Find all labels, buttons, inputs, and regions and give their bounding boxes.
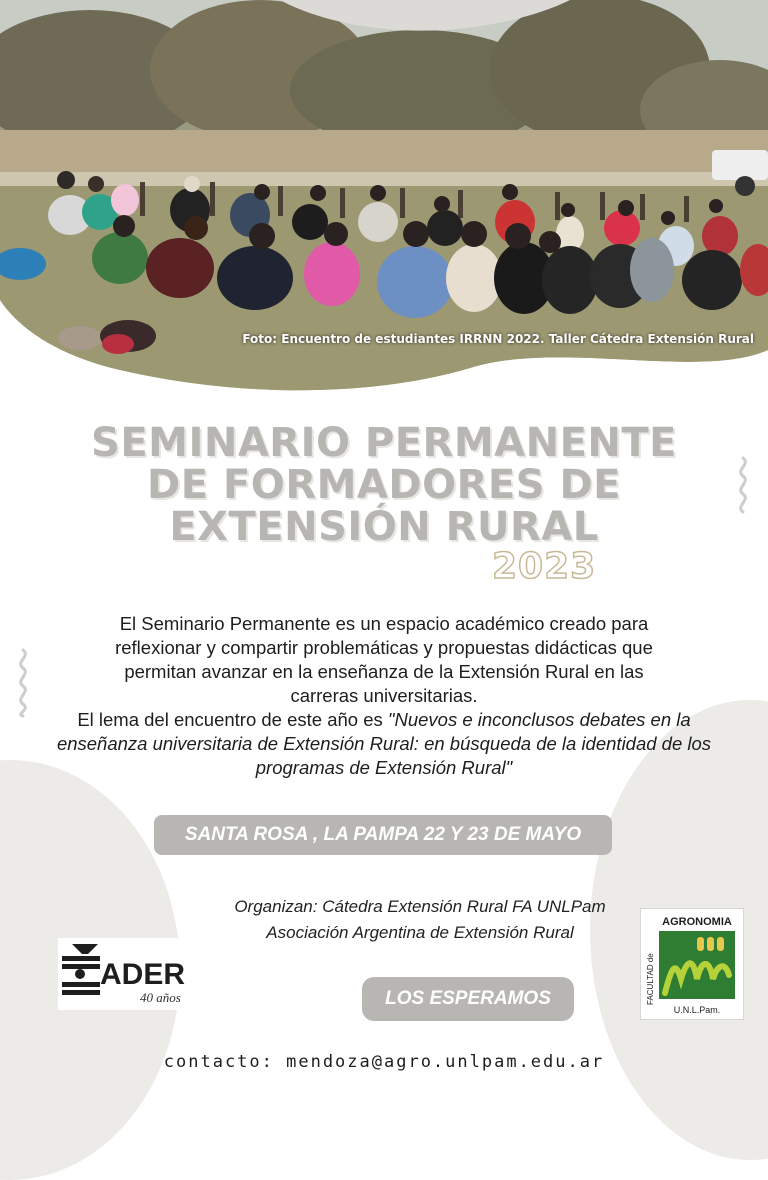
photo-caption: Foto: Encuentro de estudiantes IRRNN 2022. Taller Cátedra Extensión Rural bbox=[242, 332, 754, 346]
description-line-3: permitan avanzar en la enseñanza de la Extensión Rural en las bbox=[124, 661, 644, 682]
squiggle-decoration-left bbox=[14, 648, 32, 718]
ader-logo-subtext: 40 años bbox=[140, 990, 181, 1005]
organizer-line-1: Organizan: Cátedra Extensión Rural FA UNLPam bbox=[234, 897, 606, 916]
title-line-3: EXTENSIÓN RURAL bbox=[169, 504, 599, 550]
seminar-year: 2023 bbox=[492, 546, 597, 587]
agronomia-logo-top-text: AGRONOMIA bbox=[662, 916, 732, 928]
description-line-4: carreras universitarias. bbox=[290, 685, 478, 706]
top-swoosh-decoration bbox=[280, 0, 570, 34]
seminar-title bbox=[0, 422, 768, 548]
contact-email[interactable]: contacto: mendoza@agro.unlpam.edu.ar bbox=[163, 1052, 605, 1072]
title-line-2: DE FORMADORES DE bbox=[147, 462, 621, 508]
ader-logo-text: ADER bbox=[100, 958, 186, 991]
agronomia-logo-graphic bbox=[641, 909, 743, 1019]
ader-logo bbox=[58, 938, 210, 1010]
los-esperamos-badge: LOS ESPERAMOS bbox=[362, 977, 574, 1021]
agronomia-logo bbox=[640, 908, 744, 1020]
agronomia-logo-side-text: FACULTAD de bbox=[646, 953, 655, 1005]
header-photo bbox=[0, 0, 768, 402]
description-line-2: reflexionar y compartir problemáticas y propuestas didácticas que bbox=[115, 637, 653, 658]
organizers bbox=[200, 894, 640, 946]
seminar-description bbox=[40, 612, 728, 780]
motto-lead: El lema del encuentro de este año es bbox=[77, 709, 383, 730]
title-line-1: SEMINARIO PERMANENTE bbox=[91, 420, 677, 466]
description-line-1: El Seminario Permanente es un espacio académico creado para bbox=[119, 613, 649, 634]
organizer-line-2: Asociación Argentina de Extensión Rural bbox=[266, 923, 574, 942]
event-place-date-badge: SANTA ROSA , LA PAMPA 22 Y 23 DE MAYO bbox=[154, 815, 612, 855]
motto-quote: "Nuevos e inconclusos debates en la enseñanza universitaria de Extensión Rural: en búsqueda de la identidad de los programas de Extensión Rural" bbox=[56, 709, 712, 778]
agronomia-logo-bottom-text: U.N.L.Pam. bbox=[673, 1005, 721, 1015]
squiggle-decoration-right bbox=[734, 456, 752, 518]
motto-paragraph bbox=[40, 708, 728, 780]
